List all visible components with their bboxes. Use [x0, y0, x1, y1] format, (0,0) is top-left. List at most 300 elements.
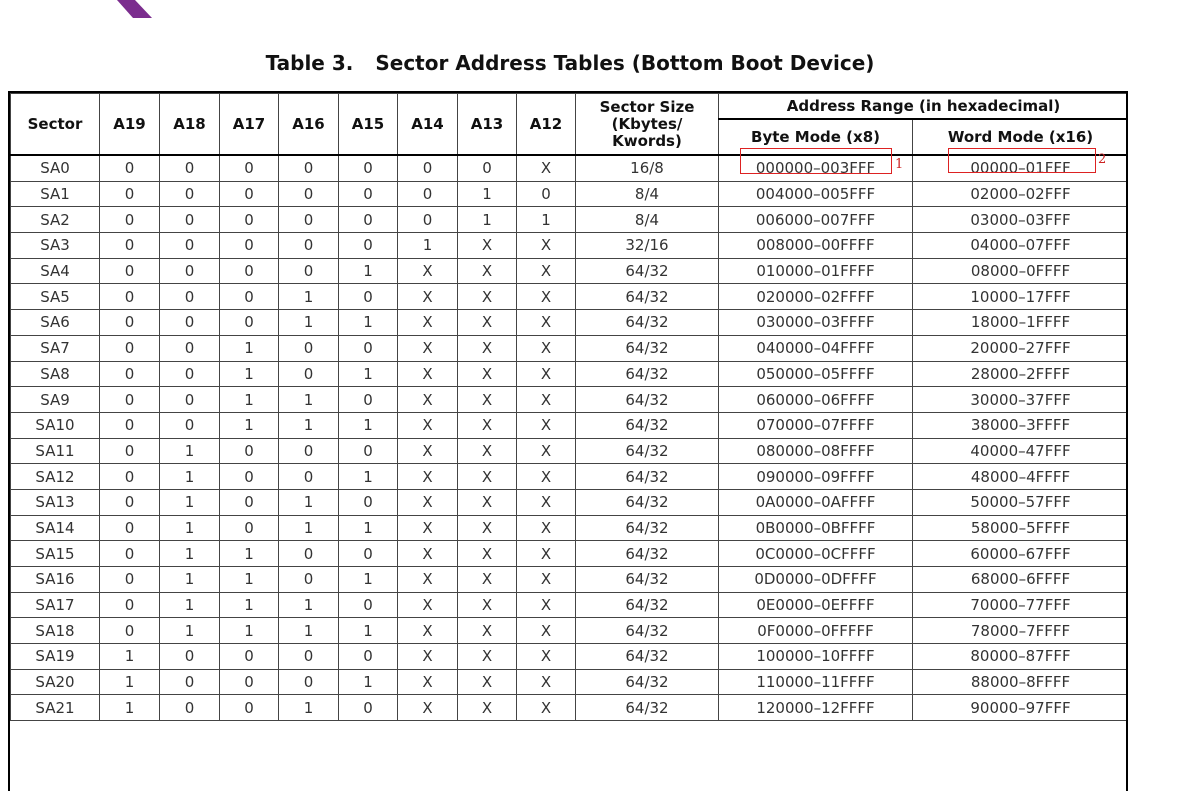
cell-size: 64/32: [576, 361, 719, 387]
header-a12: A12: [517, 94, 576, 156]
annotation-label-1: 1: [895, 157, 904, 172]
cell-word-range: 00000–01FFF: [913, 155, 1129, 181]
cell-sector: SA1: [11, 181, 100, 207]
cell-a13: X: [458, 464, 517, 490]
cell-size: 64/32: [576, 515, 719, 541]
cell-a15: 0: [339, 284, 398, 310]
cell-a14: X: [398, 489, 458, 515]
cell-word-range: 80000–87FFF: [913, 644, 1129, 670]
cell-a14: X: [398, 592, 458, 618]
cell-a19: 0: [100, 233, 160, 259]
cell-a19: 1: [100, 669, 160, 695]
table-row: [11, 541, 1129, 567]
header-address-range: Address Range (in hexadecimal): [719, 94, 1129, 120]
cell-a14: X: [398, 515, 458, 541]
cell-a16: 0: [279, 438, 339, 464]
cell-byte-range: 0F0000–0FFFFF: [719, 618, 913, 644]
cell-size: 16/8: [576, 155, 719, 181]
cell-size: 64/32: [576, 438, 719, 464]
cell-sector: SA19: [11, 644, 100, 670]
cell-a19: 0: [100, 618, 160, 644]
cell-a18: 0: [160, 181, 220, 207]
cell-a16: 1: [279, 387, 339, 413]
cell-a14: 1: [398, 233, 458, 259]
cell-a14: X: [398, 284, 458, 310]
cell-a18: 1: [160, 464, 220, 490]
cell-a18: 0: [160, 644, 220, 670]
cell-sector: SA15: [11, 541, 100, 567]
cell-sector: SA4: [11, 258, 100, 284]
cell-a14: 0: [398, 181, 458, 207]
cell-a13: X: [458, 592, 517, 618]
cell-a17: 0: [220, 515, 279, 541]
cell-a12: X: [517, 464, 576, 490]
table-row: [11, 618, 1129, 644]
table-body: [11, 155, 1129, 721]
table-row: [11, 669, 1129, 695]
cell-a16: 0: [279, 233, 339, 259]
cell-a19: 0: [100, 310, 160, 336]
cell-a18: 0: [160, 233, 220, 259]
cell-a18: 1: [160, 515, 220, 541]
cell-a13: X: [458, 695, 517, 721]
cell-byte-range: 120000–12FFFF: [719, 695, 913, 721]
cell-a12: X: [517, 233, 576, 259]
cell-size: 32/16: [576, 233, 719, 259]
cell-a13: X: [458, 438, 517, 464]
table-row: [11, 258, 1129, 284]
table-row: [11, 438, 1129, 464]
header-sector-size: [576, 94, 719, 156]
cell-a12: X: [517, 412, 576, 438]
cell-a16: 0: [279, 541, 339, 567]
cell-byte-range: 000000–003FFF: [719, 155, 913, 181]
cell-byte-range: 110000–11FFFF: [719, 669, 913, 695]
cell-a13: X: [458, 284, 517, 310]
cell-a18: 0: [160, 387, 220, 413]
header-sector-size-text: Sector Size (Kbytes/ Kwords): [599, 97, 695, 150]
cell-size: 8/4: [576, 181, 719, 207]
cell-sector: SA7: [11, 335, 100, 361]
cell-a13: X: [458, 567, 517, 593]
cell-a16: 1: [279, 412, 339, 438]
cell-a12: X: [517, 644, 576, 670]
cell-a19: 1: [100, 695, 160, 721]
cell-a16: 0: [279, 567, 339, 593]
cell-a19: 0: [100, 155, 160, 181]
cell-a17: 1: [220, 361, 279, 387]
cell-a14: X: [398, 618, 458, 644]
cell-word-range: 02000–02FFF: [913, 181, 1129, 207]
cell-a19: 0: [100, 335, 160, 361]
cell-a19: 0: [100, 438, 160, 464]
header-word-mode: Word Mode (x16): [913, 119, 1129, 155]
cell-a12: X: [517, 438, 576, 464]
cell-a13: 1: [458, 181, 517, 207]
table-row: [11, 592, 1129, 618]
cell-sector: SA17: [11, 592, 100, 618]
header-a16: A16: [279, 94, 339, 156]
cell-word-range: 40000–47FFF: [913, 438, 1129, 464]
cell-a18: 1: [160, 438, 220, 464]
cell-a16: 0: [279, 155, 339, 181]
cell-word-range: 50000–57FFF: [913, 489, 1129, 515]
cell-a17: 1: [220, 541, 279, 567]
cell-a15: 0: [339, 181, 398, 207]
table-row: [11, 284, 1129, 310]
cell-word-range: 68000–6FFFF: [913, 567, 1129, 593]
cell-a18: 0: [160, 669, 220, 695]
cell-size: 64/32: [576, 335, 719, 361]
cell-byte-range: 100000–10FFFF: [719, 644, 913, 670]
cell-a13: X: [458, 515, 517, 541]
cell-a14: X: [398, 438, 458, 464]
cell-a12: 0: [517, 181, 576, 207]
cell-a18: 0: [160, 335, 220, 361]
cell-a14: X: [398, 567, 458, 593]
cell-a15: 1: [339, 258, 398, 284]
page-title: [0, 51, 1140, 75]
cell-a19: 0: [100, 387, 160, 413]
cell-size: 64/32: [576, 258, 719, 284]
cell-a15: 1: [339, 515, 398, 541]
cell-a12: X: [517, 541, 576, 567]
cell-a16: 1: [279, 284, 339, 310]
cell-a12: X: [517, 361, 576, 387]
cell-a13: X: [458, 541, 517, 567]
cell-a17: 1: [220, 335, 279, 361]
cell-byte-range: 090000–09FFFF: [719, 464, 913, 490]
header-a15: A15: [339, 94, 398, 156]
cell-a17: 0: [220, 695, 279, 721]
cell-byte-range: 030000–03FFFF: [719, 310, 913, 336]
cell-a18: 0: [160, 695, 220, 721]
cell-word-range: 08000–0FFFF: [913, 258, 1129, 284]
cell-word-range: 28000–2FFFF: [913, 361, 1129, 387]
cell-size: 64/32: [576, 541, 719, 567]
cell-a13: X: [458, 489, 517, 515]
cell-a16: 0: [279, 335, 339, 361]
cell-a14: X: [398, 258, 458, 284]
cell-a13: 1: [458, 207, 517, 233]
cell-a19: 0: [100, 412, 160, 438]
table-row: [11, 412, 1129, 438]
cell-size: 64/32: [576, 464, 719, 490]
cell-a18: 0: [160, 155, 220, 181]
table-title: Sector Address Tables (Bottom Boot Device): [375, 51, 875, 75]
annotation-box-1: [740, 148, 892, 174]
cell-a12: X: [517, 335, 576, 361]
cell-sector: SA18: [11, 618, 100, 644]
cell-a17: 0: [220, 489, 279, 515]
cell-size: 64/32: [576, 387, 719, 413]
cell-a17: 1: [220, 387, 279, 413]
cell-a16: 0: [279, 181, 339, 207]
cell-a19: 0: [100, 181, 160, 207]
cell-a17: 0: [220, 155, 279, 181]
cell-a19: 0: [100, 284, 160, 310]
cell-a19: 0: [100, 207, 160, 233]
cell-byte-range: 020000–02FFFF: [719, 284, 913, 310]
table-row: [11, 181, 1129, 207]
cell-sector: SA10: [11, 412, 100, 438]
cell-size: 64/32: [576, 644, 719, 670]
cell-a14: X: [398, 464, 458, 490]
cell-a15: 0: [339, 541, 398, 567]
cell-byte-range: 0D0000–0DFFFF: [719, 567, 913, 593]
cell-a13: X: [458, 669, 517, 695]
cell-a19: 0: [100, 464, 160, 490]
cell-a13: X: [458, 387, 517, 413]
cell-sector: SA5: [11, 284, 100, 310]
cell-a17: 1: [220, 618, 279, 644]
cell-a15: 1: [339, 310, 398, 336]
cell-a12: X: [517, 592, 576, 618]
cell-size: 64/32: [576, 618, 719, 644]
cell-sector: SA11: [11, 438, 100, 464]
cell-size: 64/32: [576, 567, 719, 593]
cell-a15: 0: [339, 335, 398, 361]
cell-a13: X: [458, 310, 517, 336]
table-row: [11, 207, 1129, 233]
cell-a19: 0: [100, 567, 160, 593]
cell-a14: X: [398, 361, 458, 387]
cell-sector: SA6: [11, 310, 100, 336]
cell-a12: X: [517, 155, 576, 181]
cell-a13: X: [458, 258, 517, 284]
cell-a18: 0: [160, 310, 220, 336]
cell-a19: 0: [100, 258, 160, 284]
cell-size: 8/4: [576, 207, 719, 233]
cell-a15: 0: [339, 489, 398, 515]
table-row: [11, 387, 1129, 413]
cell-a15: 0: [339, 387, 398, 413]
cell-a14: X: [398, 387, 458, 413]
cell-a16: 1: [279, 489, 339, 515]
cell-sector: SA21: [11, 695, 100, 721]
cell-a12: X: [517, 387, 576, 413]
cell-a14: X: [398, 669, 458, 695]
cell-a14: X: [398, 310, 458, 336]
cell-sector: SA13: [11, 489, 100, 515]
table-row: [11, 644, 1129, 670]
cell-a14: X: [398, 335, 458, 361]
cell-a18: 0: [160, 284, 220, 310]
cell-a15: 0: [339, 695, 398, 721]
cell-a16: 0: [279, 644, 339, 670]
cell-sector: SA14: [11, 515, 100, 541]
cell-sector: SA12: [11, 464, 100, 490]
cell-size: 64/32: [576, 592, 719, 618]
cell-a18: 0: [160, 361, 220, 387]
cell-sector: SA0: [11, 155, 100, 181]
cell-a15: 0: [339, 233, 398, 259]
cell-a14: 0: [398, 207, 458, 233]
cell-word-range: 78000–7FFFF: [913, 618, 1129, 644]
cell-a13: X: [458, 361, 517, 387]
cell-a18: 1: [160, 618, 220, 644]
cell-size: 64/32: [576, 695, 719, 721]
cell-byte-range: 006000–007FFF: [719, 207, 913, 233]
cell-a15: 1: [339, 361, 398, 387]
cell-byte-range: 004000–005FFF: [719, 181, 913, 207]
cell-a15: 0: [339, 155, 398, 181]
cell-a12: X: [517, 284, 576, 310]
cell-a15: 1: [339, 669, 398, 695]
cell-sector: SA8: [11, 361, 100, 387]
logo-icon: [117, 0, 157, 18]
cell-sector: SA3: [11, 233, 100, 259]
cell-word-range: 30000–37FFF: [913, 387, 1129, 413]
header-a17: A17: [220, 94, 279, 156]
cell-word-range: 18000–1FFFF: [913, 310, 1129, 336]
cell-sector: SA20: [11, 669, 100, 695]
cell-a13: X: [458, 644, 517, 670]
cell-a15: 0: [339, 438, 398, 464]
cell-a14: X: [398, 412, 458, 438]
header-a18: A18: [160, 94, 220, 156]
cell-size: 64/32: [576, 284, 719, 310]
cell-a18: 1: [160, 567, 220, 593]
cell-byte-range: 0A0000–0AFFFF: [719, 489, 913, 515]
cell-a16: 0: [279, 464, 339, 490]
cell-word-range: 70000–77FFF: [913, 592, 1129, 618]
cell-sector: SA16: [11, 567, 100, 593]
table-row: [11, 567, 1129, 593]
cell-sector: SA2: [11, 207, 100, 233]
cell-a17: 0: [220, 438, 279, 464]
cell-a12: 1: [517, 207, 576, 233]
cell-byte-range: 040000–04FFFF: [719, 335, 913, 361]
cell-a14: X: [398, 695, 458, 721]
cell-sector: SA9: [11, 387, 100, 413]
cell-a14: 0: [398, 155, 458, 181]
cell-a15: 1: [339, 618, 398, 644]
cell-a16: 0: [279, 258, 339, 284]
table-row: [11, 695, 1129, 721]
cell-word-range: 04000–07FFF: [913, 233, 1129, 259]
cell-a15: 1: [339, 464, 398, 490]
cell-a19: 1: [100, 644, 160, 670]
cell-a18: 1: [160, 489, 220, 515]
cell-a17: 0: [220, 181, 279, 207]
cell-a16: 0: [279, 207, 339, 233]
cell-a13: X: [458, 335, 517, 361]
cell-size: 64/32: [576, 310, 719, 336]
cell-byte-range: 0C0000–0CFFFF: [719, 541, 913, 567]
cell-a18: 0: [160, 258, 220, 284]
table-row: [11, 310, 1129, 336]
cell-word-range: 38000–3FFFF: [913, 412, 1129, 438]
cell-a17: 0: [220, 207, 279, 233]
cell-a18: 0: [160, 412, 220, 438]
cell-byte-range: 050000–05FFFF: [719, 361, 913, 387]
cell-word-range: 10000–17FFF: [913, 284, 1129, 310]
cell-a16: 0: [279, 361, 339, 387]
header-a19: A19: [100, 94, 160, 156]
table-row: [11, 233, 1129, 259]
header-a14: A14: [398, 94, 458, 156]
cell-size: 64/32: [576, 412, 719, 438]
table-number: Table 3.: [265, 51, 354, 75]
cell-a15: 0: [339, 592, 398, 618]
cell-byte-range: 070000–07FFFF: [719, 412, 913, 438]
cell-a14: X: [398, 541, 458, 567]
cell-a12: X: [517, 695, 576, 721]
cell-a16: 1: [279, 515, 339, 541]
cell-a16: 0: [279, 669, 339, 695]
header-a13: A13: [458, 94, 517, 156]
cell-a15: 1: [339, 412, 398, 438]
cell-a17: 0: [220, 284, 279, 310]
cell-a17: 0: [220, 310, 279, 336]
cell-a12: X: [517, 489, 576, 515]
cell-a13: X: [458, 412, 517, 438]
cell-a16: 1: [279, 618, 339, 644]
table-row: [11, 361, 1129, 387]
cell-a17: 0: [220, 464, 279, 490]
cell-a17: 1: [220, 592, 279, 618]
cell-word-range: 20000–27FFF: [913, 335, 1129, 361]
cell-a12: X: [517, 310, 576, 336]
cell-a18: 1: [160, 592, 220, 618]
table-row: [11, 489, 1129, 515]
cell-a12: X: [517, 258, 576, 284]
cell-byte-range: 060000–06FFFF: [719, 387, 913, 413]
cell-a19: 0: [100, 361, 160, 387]
table-row: [11, 515, 1129, 541]
cell-byte-range: 0B0000–0BFFFF: [719, 515, 913, 541]
cell-a17: 1: [220, 412, 279, 438]
annotation-label-2: 2: [1098, 152, 1107, 167]
cell-a16: 1: [279, 310, 339, 336]
cell-a17: 0: [220, 669, 279, 695]
cell-a17: 0: [220, 233, 279, 259]
cell-byte-range: 080000–08FFFF: [719, 438, 913, 464]
cell-a18: 1: [160, 541, 220, 567]
cell-a19: 0: [100, 489, 160, 515]
table-row: [11, 464, 1129, 490]
cell-a15: 0: [339, 644, 398, 670]
cell-word-range: 58000–5FFFF: [913, 515, 1129, 541]
cell-a12: X: [517, 515, 576, 541]
cell-word-range: 60000–67FFF: [913, 541, 1129, 567]
cell-a12: X: [517, 669, 576, 695]
cell-a12: X: [517, 567, 576, 593]
cell-a19: 0: [100, 592, 160, 618]
cell-size: 64/32: [576, 489, 719, 515]
cell-a16: 1: [279, 592, 339, 618]
cell-word-range: 48000–4FFFF: [913, 464, 1129, 490]
annotation-box-2: [948, 148, 1096, 173]
cell-a12: X: [517, 618, 576, 644]
cell-a17: 0: [220, 258, 279, 284]
cell-a19: 0: [100, 541, 160, 567]
table-row: [11, 335, 1129, 361]
cell-a15: 0: [339, 207, 398, 233]
cell-word-range: 03000–03FFF: [913, 207, 1129, 233]
cell-a13: X: [458, 618, 517, 644]
header-byte-mode: Byte Mode (x8): [719, 119, 913, 155]
cell-byte-range: 010000–01FFFF: [719, 258, 913, 284]
cell-byte-range: 008000–00FFFF: [719, 233, 913, 259]
cell-a17: 0: [220, 644, 279, 670]
cell-size: 64/32: [576, 669, 719, 695]
cell-a15: 1: [339, 567, 398, 593]
sector-address-table: [8, 91, 1128, 791]
cell-a13: X: [458, 233, 517, 259]
cell-a17: 1: [220, 567, 279, 593]
